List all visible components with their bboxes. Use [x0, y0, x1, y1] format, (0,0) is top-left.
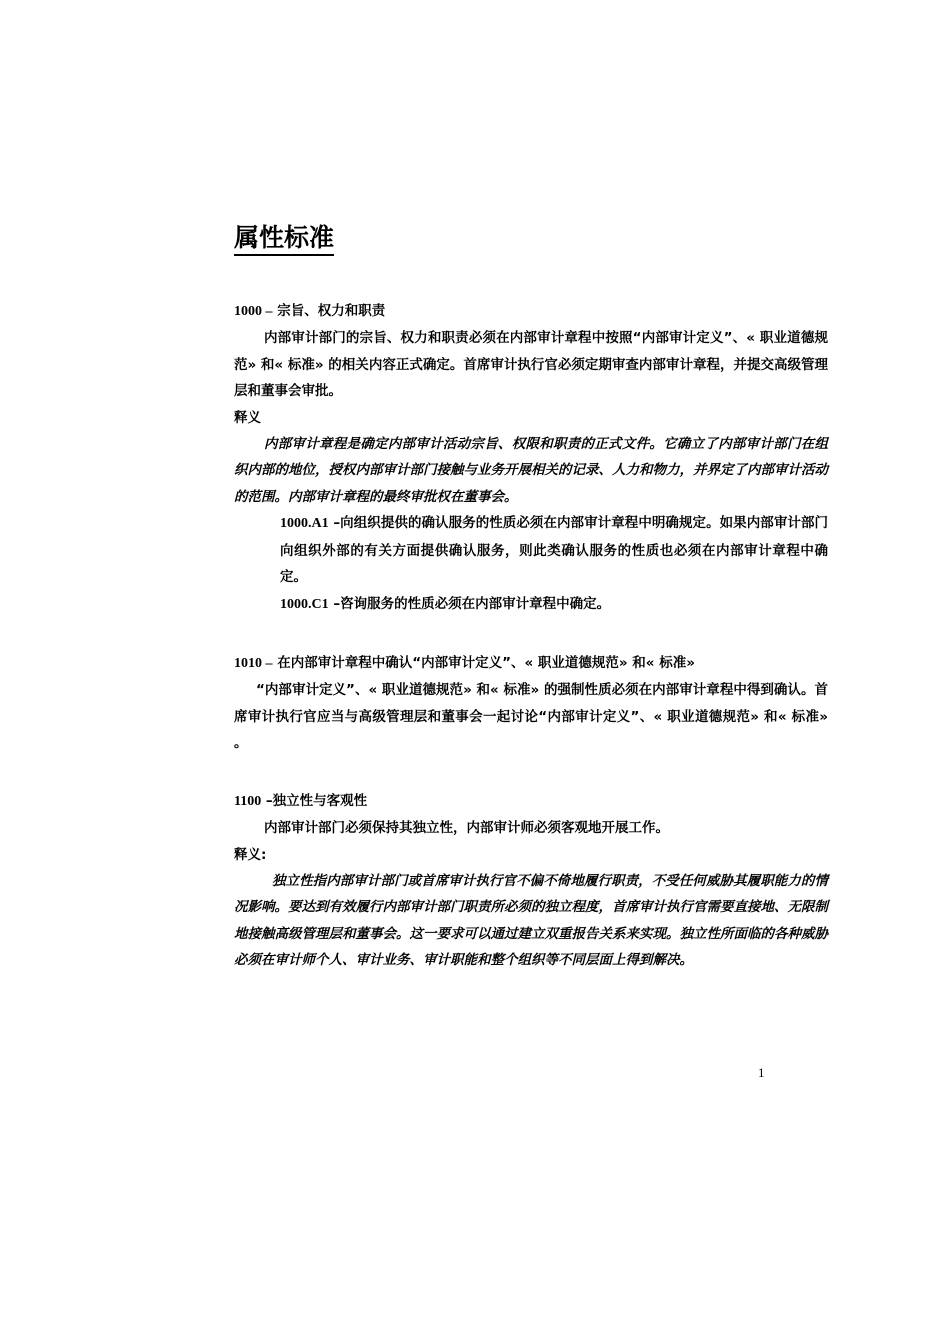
- subitem-code: 1000.A1: [280, 516, 329, 531]
- page-title: 属性标准: [234, 222, 334, 256]
- section-title: –独立性与客观性: [261, 793, 368, 809]
- interpretation-text: 独立性指内部审计部门或首席审计执行官不偏不倚地履行职责，不受任何威胁其履职能力的情况影响。要达到有效履行内部审计部门职责所必须的独立程度，首席审计执行官需要直接地、无限制地接触高级管理层和董事会。这一要求可以通过建立双重报告关系来实现。独立性所面临的各种威胁必须在审计师个人、审计业务、审计职能和整个组织等不同层面上得到解决。: [234, 872, 828, 968]
- section-1000: [234, 298, 828, 618]
- interpretation-label: 释义: [234, 409, 261, 426]
- subitem-text: –向组织提供的确认服务的性质必须在内部审计章程中明确规定。如果内部审计部门向组织外部的有关方面提供确认服务，则此类确认服务的性质也必须在内部审计章程中确定。: [280, 515, 828, 585]
- section-number: 1000 –: [234, 304, 273, 319]
- subitem-1000-c1: [280, 591, 828, 619]
- section-heading: [234, 788, 828, 815]
- interpretation-text: 内部审计章程是确定内部审计活动宗旨、权限和职责的正式文件。它确立了内部审计部门在组织内部的地位，授权内部审计部门接触与业务开展相关的记录、人力和物力，并界定了内部审计活动的范围。内部审计章程的最终审批权在董事会。: [234, 435, 828, 505]
- subitem-1000-a1: [280, 510, 828, 591]
- section-title: 在内部审计章程中确认“内部审计定义”、« 职业道德规范» 和« 标准»: [272, 655, 695, 671]
- page-number: 1: [758, 1065, 765, 1080]
- section-title: 宗旨、权力和职责: [272, 303, 386, 319]
- section-1100: [234, 788, 828, 974]
- section-number: 1010 –: [234, 656, 273, 671]
- section-number: 1100: [234, 794, 262, 809]
- section-heading: [234, 298, 828, 325]
- subitem-code: 1000.C1: [280, 596, 329, 612]
- section-body: 内部审计部门的宗旨、权力和职责必须在内部审计章程中按照“内部审计定义”、« 职业道德规范» 和« 标准» 的相关内容正式确定。首席审计执行官必须定期审查内部审计章程，并提交高级管理层和董事会审批。: [234, 330, 828, 399]
- section-heading: [234, 650, 828, 677]
- subitem-text: –咨询服务的性质必须在内部审计章程中确定。: [328, 595, 611, 612]
- section-1010: [234, 650, 828, 757]
- interpretation-label: 释义:: [234, 846, 267, 863]
- section-body: 内部审计部门必须保持其独立性，内部审计师必须客观地开展工作。: [264, 820, 669, 836]
- section-body: “内部审计定义”、« 职业道德规范» 和« 标准» 的强制性质必须在内部审计章程中得到确认。首席审计执行官应当与高级管理层和董事会一起讨论“内部审计定义”、« 职业道德规范» 和« 标准» 。: [234, 682, 828, 751]
